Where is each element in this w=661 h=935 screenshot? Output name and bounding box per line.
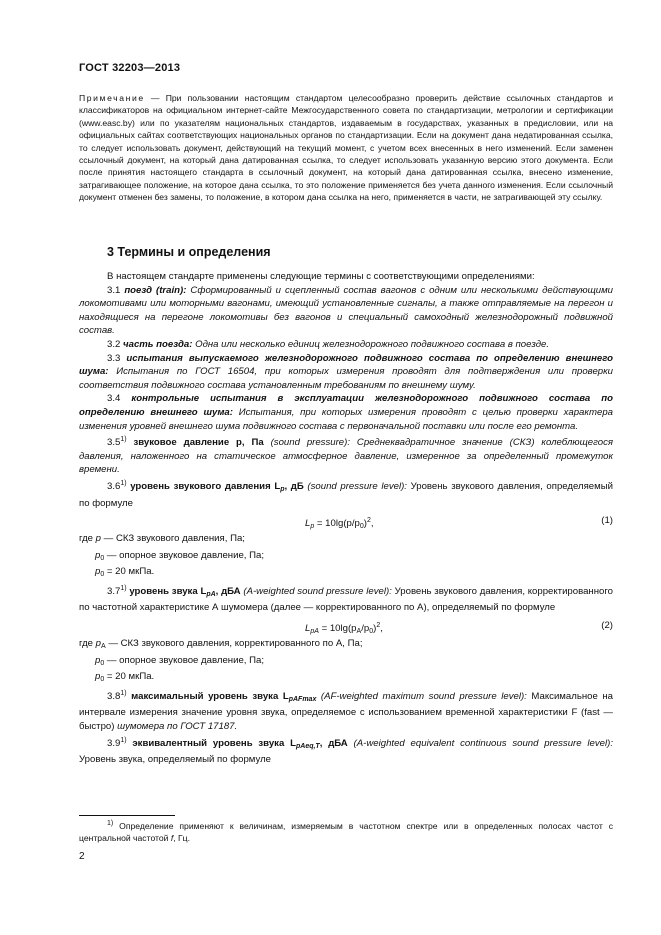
term-3-9: 3.9$^{1)}$ эквивалентный уровень звука $L_{pAeq,T}$, дБА (A-weighted equivalent continuous sound pressure level): Уровень звука, определяемый по формуле: [79, 736, 613, 766]
formula-2: [79, 615, 613, 637]
term-3-8: 3.8$^{1)}$ максимальный уровень звука $L_{pAFmax}$ (AF-weighted maximum sound pressure level): Максимальное на интервале измерения значение уровня звука, определяемое с использованием временной характеристики F (fast — быстро) шумомера по ГОСТ 17187.: [79, 689, 613, 733]
footnote-separator: [79, 815, 175, 816]
where-list-2: [79, 637, 613, 687]
note-paragraph: [79, 92, 613, 204]
formula-1-number: (1): [601, 515, 613, 527]
section-body: [79, 270, 613, 767]
term-3-2: 3.2 часть поезда: Одна или несколько единиц железнодорожного подвижного состава в поезде.: [107, 338, 549, 350]
term-3-7: 3.7$^{1)}$ уровень звука $L_{pA}$, дБА (A-weighted sound pressure level): Уровень звукового давления, корректированного по частотной характеристике А шумомера (далее — корректированного по А), определяемый по формуле: [79, 584, 613, 614]
note-text: — При пользовании настоящим стандартом целесообразно проверить действие ссылочных стандартов и классификаторов на официальном интернет-сайте Межгосударственного совета по стандартизации, метрологии и сертификации (www.easc.by) или по указателям национальных стандартов, издаваемым в государствах, указанных в предисловии, или на официальных сайтах соответствующих национальных органов по стандартизации. Если на документ дана недатированная ссылка, то следует использовать документ, действующий на текущий момент, с учетом всех внесенных в него изменений. Если заменен ссылочный документ, на который дана датированная ссылка, то следует использовать указанную версию этого документа. Если после принятия настоящего стандарта в ссылочный документ, на который дана датированная ссылка, внесено изменение, затрагивающее положение, на которое дана ссылка, то это положение применяется без учета данного изменения. Если ссылочный документ отменен без замены, то положение, в котором дана ссылка на него, применяется в части, не затрагивающей эту ссылку.: [79, 93, 613, 203]
formula-1: [79, 510, 613, 532]
note-label: Примечание: [79, 93, 145, 103]
where-list-1: [79, 532, 613, 582]
footnote: $^{1)}$ Определение применяют к величинам, измеряемым в частотном спектре или в определенных полосах частот с центральной частотой f, Гц.: [79, 820, 613, 843]
intro-paragraph: В настоящем стандарте применены следующие термины с соответствующими определениями:: [107, 271, 535, 282]
where-item: $p_0$ — опорное звуковое давление, Па;: [95, 654, 265, 667]
page-number: 2: [79, 851, 85, 862]
term-3-6: 3.6$^{1)}$ уровень звукового давления $L_p$, дБ (sound pressure level): Уровень звукового давления, определяемый по формуле: [79, 479, 613, 509]
section-title: 3 Термины и определения: [107, 245, 271, 259]
formula-1-expression: $L_p = 10\lg(p/p_0)^2$,: [305, 517, 374, 531]
where-item: $p_0 = 20$ мкПа.: [95, 671, 155, 684]
where-item: $p_0$ — опорное звуковое давление, Па;: [95, 549, 265, 562]
document-header: ГОСТ 32203—2013: [79, 62, 181, 74]
term-3-4: 3.4 контрольные испытания в эксплуатации железнодорожного подвижного состава по определению внешнего шума: Испытания, при которых измерения проводят с целью проверки характера изменения уровней внешнего шума подвижного состава с первоначальной поставки или после его ремонта.: [79, 393, 614, 432]
term-3-3: 3.3 испытания выпускаемого железнодорожного подвижного состава по определению внешнего шума: Испытания по ГОСТ 16504, при которых измерения проводят для подтверждения или проверки соответствия подвижного состава установленным требованиям по внешнему шуму.: [79, 352, 613, 391]
where-item: где p — СКЗ звукового давления, Па;: [79, 533, 245, 545]
term-3-5: 3.5$^{1)}$ звуковое давление p, Па (sound pressure): Среднеквадратичное значение (СКЗ) колеблющегося давления, наложенного на статическое атмосферное давление, измеренное за определенный промежуток времени.: [79, 436, 614, 476]
formula-2-number: (2): [601, 620, 613, 632]
where-item: где $p_A$ — СКЗ звукового давления, корректированного по А, Па;: [79, 638, 363, 651]
term-3-1: 3.1 поезд (train): Сформированный и сцепленный состав вагонов с одним или несколькими действующими локомотивами или моторными вагонами, имеющий установленные сигналы, а также отправляемые на перегон и находящиеся на перегоне локомотивы без вагонов и специальный самоходный железнодорожный подвижной состав.: [79, 284, 613, 337]
formula-2-expression: $L_{pA} = 10\lg(p_A/p_0)^2$,: [305, 622, 383, 636]
where-item: $p_0 = 20$ мкПа.: [95, 566, 155, 579]
